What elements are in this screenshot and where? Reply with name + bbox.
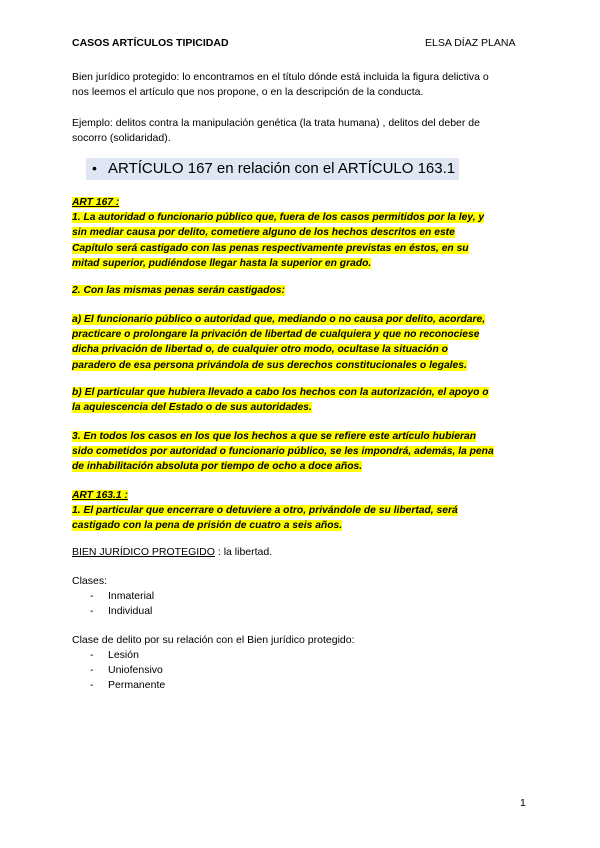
- art167-p2-line: 2. Con las mismas penas serán castigados:: [72, 285, 285, 296]
- list-dash: -: [90, 664, 94, 676]
- document-title: CASOS ARTÍCULOS TIPICIDAD: [72, 37, 229, 49]
- bien-juridico-value: : la libertad.: [214, 546, 273, 558]
- art167-p3-line: de inhabilitación absoluta por tiempo de ocho a doce años.: [72, 461, 363, 473]
- article-heading: ARTÍCULO 167 en relación con el ARTÍCULO 163.1: [108, 160, 456, 177]
- intro-line: Bien jurídico protegido: lo encontramos en el título dónde está incluida la figura delictiva o: [72, 71, 489, 83]
- clase-delito-title: Clase de delito por su relación con el Bien jurídico protegido:: [72, 634, 355, 646]
- art167-p2b-line: la aquiescencia del Estado o de sus autoridades.: [72, 402, 312, 414]
- art163-heading: ART 163.1 :: [72, 490, 128, 501]
- list-dash: -: [90, 649, 94, 661]
- art163-block: [72, 488, 532, 534]
- list-item: Inmaterial: [108, 590, 155, 602]
- page-number: 1: [520, 797, 526, 809]
- bien-juridico-label: BIEN JURÍDICO PROTEGIDO: [72, 546, 215, 558]
- list-item: Permanente: [108, 679, 166, 691]
- art167-p2a-line: practicare o prolongare la privación de libertad de cualquiera y que no reconociese: [72, 329, 480, 341]
- example-line: socorro (solidaridad).: [72, 132, 171, 144]
- list-item: Uniofensivo: [108, 664, 163, 676]
- intro-line: nos leemos el artículo que nos propone, o en la descripción de la conducta.: [72, 86, 424, 98]
- art167-p2a: [72, 312, 532, 373]
- art167-p2: [72, 283, 532, 298]
- bullet-icon: •: [92, 160, 97, 176]
- art167-block: [72, 195, 532, 271]
- document-author: ELSA DÍAZ PLANA: [425, 37, 516, 49]
- art167-p2a-line: dicha privación de libertad o, de cualquier otro modo, ocultase la situación o: [72, 344, 448, 356]
- art167-p2b-line: b) El particular que hubiera llevado a cabo los hechos con la autorización, el apoyo o: [72, 387, 489, 398]
- intro-paragraph: [72, 70, 532, 100]
- example-line: Ejemplo: delitos contra la manipulación genética (la trata humana) , delitos del deber de: [72, 117, 480, 129]
- art163-p1-line: 1. El particular que encerrare o detuviere a otro, privándole de su libertad, será: [72, 505, 458, 517]
- art167-p2a-line: paradero de esa persona privándola de sus derechos constitucionales o legales.: [72, 359, 467, 371]
- list-dash: -: [90, 605, 94, 617]
- list-dash: -: [90, 679, 94, 691]
- art167-p1-line: mitad superior, pudiéndose llegar hasta la superior en grado.: [72, 257, 372, 269]
- list-item: Individual: [108, 605, 153, 617]
- example-paragraph: [72, 116, 532, 146]
- art167-p3-line: sido cometidos por autoridad o funcionario público, se les impondrá, además, la pena: [72, 446, 494, 458]
- art167-p3-line: 3. En todos los casos en los que los hechos a que se refiere este artículo hubieran: [72, 431, 476, 442]
- art167-p2a-line: a) El funcionario público o autoridad que, mediando o no causa por delito, acordare,: [72, 314, 486, 325]
- art167-p3: [72, 429, 532, 475]
- art167-p1-line: 1. La autoridad o funcionario público que, fuera de los casos permitidos por la ley, y: [72, 212, 485, 224]
- art167-p1-line: sin mediar causa por delito, cometiere alguno de los hechos descritos en este: [72, 227, 455, 239]
- art167-heading: ART 167 :: [72, 197, 120, 208]
- list-item: Lesión: [108, 649, 139, 661]
- clases-title: Clases:: [72, 575, 108, 587]
- list-dash: -: [90, 590, 94, 602]
- art167-p1-line: Capítulo será castigado con las penas respectivamente previstas en éstos, en su: [72, 242, 469, 254]
- art163-p1-line: castigado con la pena de prisión de cuatro a seis años.: [72, 520, 343, 532]
- bien-juridico-line: [72, 545, 532, 560]
- art167-p2b: [72, 385, 532, 415]
